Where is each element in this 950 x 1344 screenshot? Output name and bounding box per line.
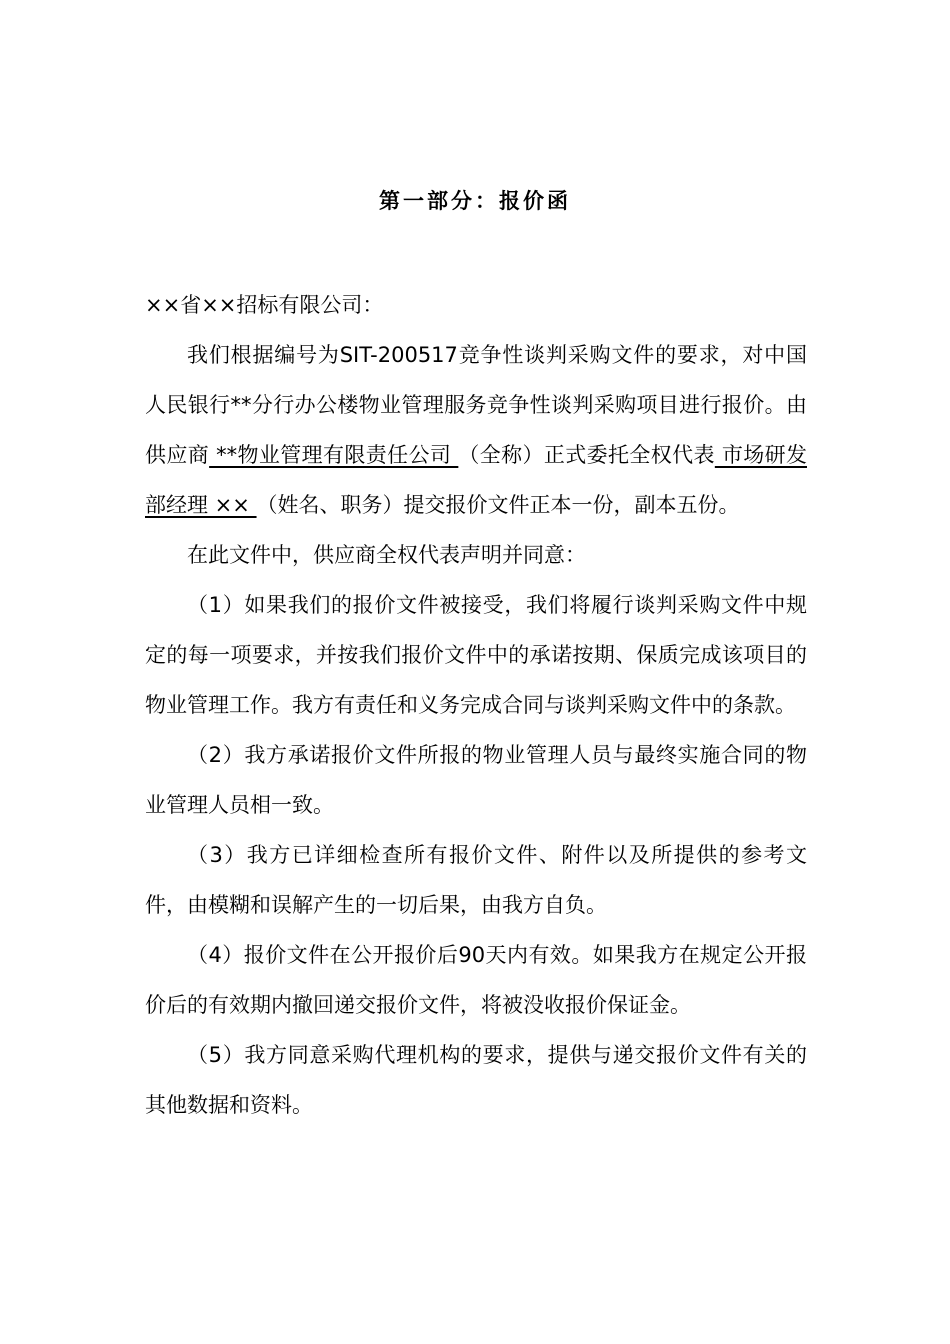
intro-text-1: 我们根据编号为SIT-200517竞争性谈判采购文件的要求，对中国人民银行**分行办公楼物业管理服务竞争性谈判采购项目进行报价。由供应商 (145, 343, 807, 467)
declaration-intro: 在此文件中，供应商全权代表声明并同意： (187, 543, 586, 567)
intro-text-3: （姓名、职务）提交报价文件正本一份，副本五份。 (256, 493, 740, 517)
clause-5: （5）我方同意采购代理机构的要求，提供与递交报价文件有关的其他数据和资料。 (145, 1043, 807, 1117)
clause-4: （4）报价文件在公开报价后90天内有效。如果我方在规定公开报价后的有效期内撤回递交报价文件，将被没收报价保证金。 (145, 943, 807, 1017)
clause-2: （2）我方承诺报价文件所报的物业管理人员与最终实施合同的物业管理人员相一致。 (145, 743, 807, 817)
salutation: ××省××招标有限公司： (145, 293, 384, 317)
clause-3: （3）我方已详细检查所有报价文件、附件以及所提供的参考文件，由模糊和误解产生的一切后果，由我方自负。 (145, 843, 807, 917)
representative-field: 市场研发部经理 ×× (145, 443, 807, 517)
document-title: 第一部分：报价函 (379, 189, 571, 213)
intro-paragraph (145, 330, 807, 530)
supplier-name-field: **物业管理有限责任公司 (209, 443, 459, 467)
intro-text-2: （全称）正式委托全权代表 (458, 443, 715, 467)
clause-1: （1）如果我们的报价文件被接受，我们将履行谈判采购文件中规定的每一项要求，并按我们报价文件中的承诺按期、保质完成该项目的物业管理工作。我方有责任和义务完成合同与谈判采购文件中的条款。 (145, 593, 807, 717)
document-body (145, 280, 807, 1130)
